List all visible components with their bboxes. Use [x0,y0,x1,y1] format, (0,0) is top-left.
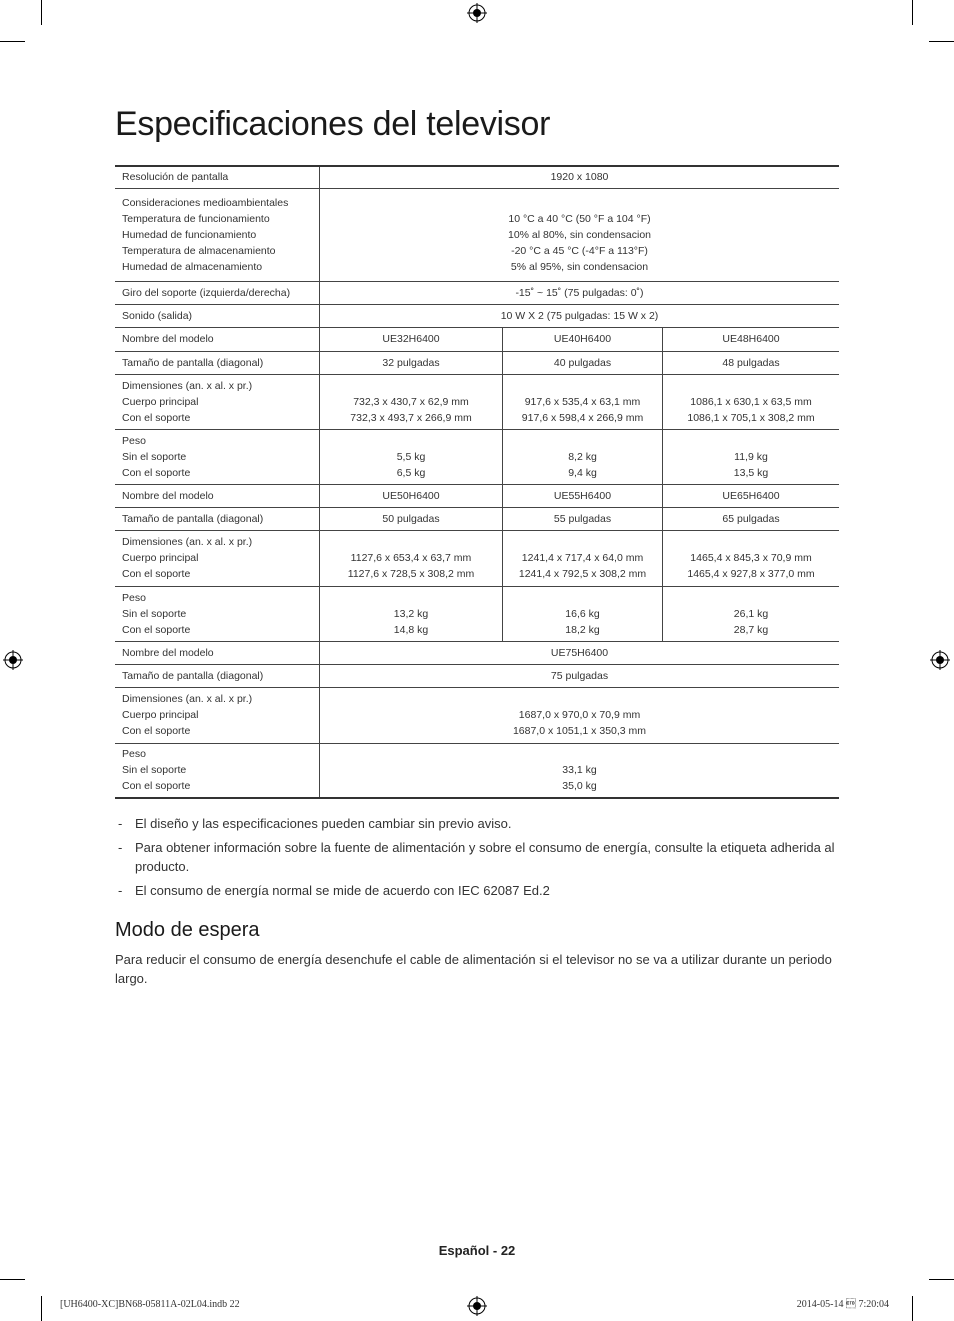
spec-value-line: UE55H6400 [553,489,612,502]
spec-label-line: Dimensiones (an. x al. x pr.) [122,379,253,392]
spec-label-line: Sin el soporte [122,607,187,620]
spec-label-line: Con el soporte [122,568,191,580]
spec-value [320,166,840,188]
spec-value [663,507,840,530]
spec-value-spacer [509,534,656,550]
spec-row [115,507,839,530]
note-item [115,881,839,900]
spec-value-line: UE48H6400 [722,333,780,345]
spec-row [115,166,839,188]
spec-row [115,374,839,429]
spec-value-line: 917,6 x 535,4 x 63,1 mm [524,395,641,408]
note-text: El consumo de energía normal se mide de acuerdo con IEC 62087 Ed.2 [135,883,550,898]
spec-value-line: 11,9 kg [734,450,768,463]
spec-label [115,304,320,327]
registration-mark-icon [930,650,950,670]
spec-value-line: 35,0 kg [562,780,597,793]
spec-value-line: 8,2 kg [568,450,597,463]
spec-value [503,374,663,429]
spec-value [503,351,663,374]
spec-value-line: 1687,0 x 970,0 x 70,9 mm [518,709,641,721]
spec-row [115,304,839,327]
spec-value-line: 5,5 kg [396,450,426,463]
spec-label [115,484,320,507]
spec-value [663,484,840,507]
spec-value-spacer [669,378,833,394]
spec-label-line: Cuerpo principal [122,552,199,564]
spec-value-line: 16,6 kg [565,607,600,620]
spec-label-line: Cuerpo principal [122,395,199,408]
spec-label [115,374,320,429]
slug-file-info: [UH6400-XC]BN68-05811A-02L04.indb 22 [60,1299,240,1310]
spec-value [320,507,503,530]
spec-value-line: 1127,6 x 653,4 x 63,7 mm [350,552,472,564]
spec-row [115,188,839,281]
crop-mark [912,0,913,25]
spec-value-line: 75 pulgadas [550,669,609,682]
crop-mark [41,1296,42,1321]
spec-label [115,429,320,484]
spec-value-line: 1920 x 1080 [550,171,609,184]
spec-value-line: 18,2 kg [565,623,600,636]
spec-table [115,165,839,799]
spec-label [115,664,320,687]
spec-value-spacer [326,746,833,762]
spec-value-spacer [326,378,496,394]
spec-label-line: Con el soporte [122,623,191,636]
crop-mark [0,41,25,42]
spec-value [320,304,840,327]
spec-value-line: 1241,4 x 717,4 x 64,0 mm [521,552,644,564]
spec-value [320,188,840,281]
spec-label [115,166,320,188]
spec-value [320,530,503,586]
note-text: Para obtener información sobre la fuente de alimentación y sobre el consumo de energía, consulte la etiqueta adherida al producto. [135,840,835,874]
note-dash: - [118,816,123,831]
spec-label-line: Con el soporte [122,725,191,737]
spec-value [320,687,840,743]
spec-value-line: -20 °C a 45 °C (-4°F a 113°F) [511,244,648,257]
spec-value-line: 9,4 kg [568,466,597,479]
spec-label-line: Peso [122,591,146,604]
spec-value-spacer [669,433,833,449]
spec-value [320,484,503,507]
spec-value [320,351,503,374]
spec-label-line: Tamaño de pantalla (diagonal) [122,669,264,682]
spec-label [115,530,320,586]
spec-value-spacer [509,378,656,394]
spec-label-line: Nombre del modelo [122,489,214,502]
page-number: Español - 22 [438,1243,516,1258]
spec-label-line: Cuerpo principal [122,709,199,721]
registration-mark-icon [3,650,23,670]
spec-value-line: 13,5 kg [733,466,769,479]
spec-label-line: Dimensiones (an. x al. x pr.) [122,536,253,548]
crop-mark [929,41,954,42]
spec-value-line: 1086,1 x 705,1 x 308,2 mm [687,411,815,424]
spec-value-spacer [326,433,496,449]
spec-row [115,743,839,798]
spec-value [663,586,840,641]
spec-label-line: Sin el soporte [122,450,187,463]
page-title: Especificaciones del televisor [115,105,551,143]
note-dash: - [118,840,123,855]
spec-value-line: 33,1 kg [562,764,597,777]
spec-label-line: Con el soporte [122,780,191,793]
spec-row [115,687,839,743]
spec-value-line: 55 pulgadas [553,512,612,525]
crop-mark [912,1296,913,1321]
spec-row [115,530,839,586]
spec-row [115,327,839,351]
spec-value-line: 48 pulgadas [722,356,780,369]
spec-value-line: 1086,1 x 630,1 x 63,5 mm [690,395,812,408]
spec-value-line: 14,8 kg [393,623,429,636]
spec-label-line: Giro del soporte (izquierda/derecha) [122,286,291,299]
spec-value-spacer [509,590,656,606]
spec-label [115,281,320,304]
spec-value-line: 732,3 x 493,7 x 266,9 mm [350,411,472,424]
spec-label-line: Temperatura de funcionamiento [122,212,270,225]
note-dash: - [118,883,123,898]
spec-label [115,188,320,281]
spec-label-line: Resolución de pantalla [122,171,229,184]
spec-value [320,281,840,304]
spec-label-line: Peso [122,748,146,761]
slug-timestamp: 2014-05-14  7:20:04 [796,1299,889,1310]
notes-list [115,814,839,905]
spec-label-line: Dimensiones (an. x al. x pr.) [122,693,253,705]
spec-value-line: 65 pulgadas [722,512,780,525]
standby-text: Para reducir el consumo de energía desenchufe el cable de alimentación si el televisor no se va a utilizar durante un periodo largo. [115,952,832,986]
spec-value [503,586,663,641]
spec-value [320,641,840,664]
spec-value [503,507,663,530]
spec-value-line: 40 pulgadas [553,356,612,369]
spec-value-line: 26,1 kg [733,607,769,620]
spec-value [663,351,840,374]
spec-label [115,507,320,530]
spec-row [115,664,839,687]
spec-row [115,351,839,374]
spec-label-line: Humedad de funcionamiento [122,228,257,241]
spec-row [115,586,839,641]
spec-value-line: 1687,0 x 1051,1 x 350,3 mm [512,725,647,737]
spec-value-line: 1127,6 x 728,5 x 308,2 mm [347,568,475,580]
spec-value-line: 917,6 x 598,4 x 266,9 mm [521,411,644,424]
spec-value-line: UE75H6400 [550,646,609,659]
spec-label-line: Nombre del modelo [122,333,214,345]
spec-value-spacer [326,534,496,550]
spec-value-spacer [669,534,833,550]
spec-value [320,429,503,484]
spec-value [320,743,840,798]
spec-label-line: Con el soporte [122,411,191,424]
spec-value-line: 13,2 kg [393,607,429,620]
spec-label-line: Sin el soporte [122,764,187,777]
note-item [115,838,839,876]
spec-value [663,429,840,484]
spec-value-line: UE65H6400 [722,489,780,502]
spec-value [320,586,503,641]
spec-row [115,484,839,507]
spec-value-line: 50 pulgadas [382,512,440,525]
crop-mark [929,1279,954,1280]
spec-label-line: Peso [122,434,146,447]
spec-value-line: UE50H6400 [382,489,440,502]
spec-value [503,530,663,586]
spec-value-line: 10 °C a 40 °C (50 °F a 104 °F) [508,212,651,225]
spec-value-line: 5% al 95%, sin condensacion [510,260,649,273]
spec-value-line: 28,7 kg [733,623,769,636]
note-item [115,814,839,833]
spec-row [115,281,839,304]
spec-label-line: Temperatura de almacenamiento [122,244,276,257]
spec-value-line: 1465,4 x 845,3 x 70,9 mm [690,552,812,564]
spec-value-line: 10 W X 2 (75 pulgadas: 15 W x 2) [500,309,659,322]
spec-label-line: Sonido (salida) [122,309,193,322]
spec-row [115,429,839,484]
spec-label [115,327,320,351]
spec-label-line: Nombre del modelo [122,646,214,659]
spec-value-line: 10% al 80%, sin condensacion [507,228,651,241]
spec-value-spacer [326,691,833,707]
spec-value-spacer [669,590,833,606]
spec-value [320,374,503,429]
spec-value-line: 732,3 x 430,7 x 62,9 mm [353,395,469,408]
spec-table-body [115,166,839,798]
standby-heading: Modo de espera [115,919,260,941]
spec-label-line: Tamaño de pantalla (diagonal) [122,356,264,369]
spec-value [503,327,663,351]
spec-label [115,586,320,641]
spec-label-line: Con el soporte [122,466,191,479]
spec-label [115,641,320,664]
spec-value [320,664,840,687]
crop-mark [0,1279,25,1280]
spec-label [115,743,320,798]
spec-label [115,687,320,743]
note-text: El diseño y las especificaciones pueden cambiar sin previo aviso. [135,816,512,831]
spec-value [663,374,840,429]
spec-value-spacer [326,590,496,606]
spec-value-line: UE32H6400 [382,333,440,345]
spec-value-line: UE40H6400 [553,333,612,345]
spec-value [503,429,663,484]
registration-mark-icon [467,3,487,23]
crop-mark [41,0,42,25]
registration-mark-icon [467,1296,487,1316]
spec-row [115,641,839,664]
spec-label-line: Tamaño de pantalla (diagonal) [122,512,264,525]
spec-label-line: Humedad de almacenamiento [122,260,263,273]
spec-value-line: 32 pulgadas [382,356,440,369]
spec-value [663,530,840,586]
spec-value-line: 6,5 kg [396,466,426,479]
spec-value [320,327,503,351]
spec-value-line: 1241,4 x 792,5 x 308,2 mm [518,568,647,580]
spec-value-line: -15˚ ~ 15˚ (75 pulgadas: 0˚) [515,286,644,299]
spec-value-spacer [509,433,656,449]
spec-value-line [326,195,833,211]
spec-label [115,351,320,374]
spec-value-line: 1465,4 x 927,8 x 377,0 mm [687,568,815,580]
spec-value [663,327,840,351]
spec-label-line: Consideraciones medioambientales [122,196,289,209]
spec-value [503,484,663,507]
